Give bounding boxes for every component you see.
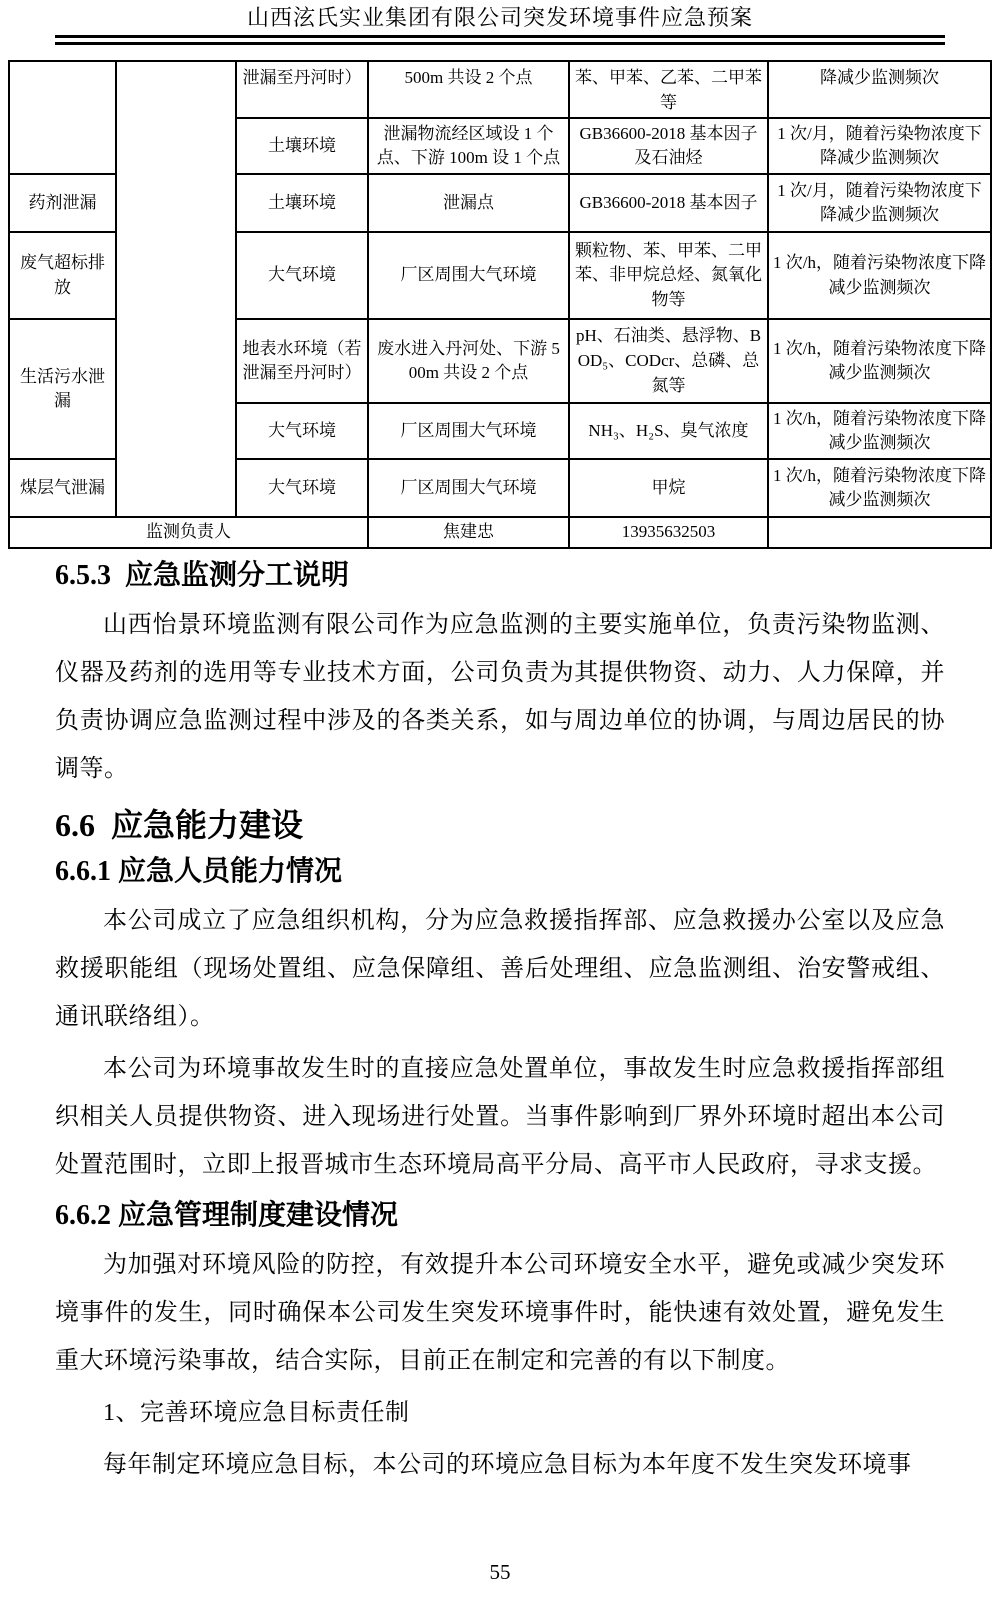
cell-env-4: 大气环境 [236, 232, 368, 319]
para-6-6-1-1: 本公司成立了应急组织机构，分为应急救援指挥部、应急救援办公室以及应急救援职能组（现场处置组、应急保障组、善后处理组、应急监测组、治安警戒组、通讯联络组）。 [55, 907, 945, 1030]
cell-env-6: 大气环境 [236, 403, 368, 459]
header-double-rule [55, 35, 945, 45]
cell-point-2: 泄漏物流经区域设 1 个点、下游 100m 设 1 个点 [368, 118, 569, 174]
cell-env-5: 地表水环境（若泄漏至丹河时） [236, 319, 368, 403]
cell-point-4: 厂区周围大气环境 [368, 232, 569, 319]
cell-point-1: 500m 共设 2 个点 [368, 61, 569, 118]
cell-factor-7: 甲烷 [569, 459, 768, 517]
para-6-6-1-2: 本公司为环境事故发生时的直接应急处置单位，事故发生时应急救援指挥部组织相关人员提供物资、进入现场进行处置。当事件影响到厂界外环境时超出本公司处置范围时，立即上报晋城市生态环境局高平分局、高平市人民政府，寻求支援。 [55, 1055, 945, 1178]
cell-point-5: 废水进入丹河处、下游 500m 共设 2 个点 [368, 319, 569, 403]
cell-point-6: 厂区周围大气环境 [368, 403, 569, 459]
heading-6-6: 6.6 应急能力建设 [55, 806, 304, 843]
cell-freq-6: 1 次/h，随着污染物浓度下降减少监测频次 [768, 403, 991, 459]
cell-event-3: 药剂泄漏 [9, 174, 116, 232]
cell-factor-2: GB36600-2018 基本因子及石油烃 [569, 118, 768, 174]
para-6-5-3-1: 山西怡景环境监测有限公司作为应急监测的主要实施单位，负责污染物监测、仪器及药剂的选用等专业技术方面，公司负责为其提供物资、动力、人力保障，并负责协调应急监测过程中涉及的各类关系，如与周边单位的协调，与周边居民的协调等。 [55, 611, 945, 782]
cell-freq-4: 1 次/h，随着污染物浓度下降减少监测频次 [768, 232, 991, 319]
page-number: 55 [489, 1560, 511, 1584]
cell-factor-6: NH₃、H₂S、臭气浓度 [569, 403, 768, 459]
cell-event-4: 废气超标排放 [9, 232, 116, 319]
cell-factor-5: pH、石油类、悬浮物、BOD₅、CODcr、总磷、总氮等 [569, 319, 768, 403]
table-row-1 [9, 61, 991, 118]
emergency-monitoring-table [8, 60, 992, 549]
heading-6-5-3: 6.5.3 应急监测分工说明 [55, 559, 350, 591]
list-item-1: 1、完善环境应急目标责任制 [103, 1399, 410, 1426]
heading-6-6-2: 6.6.2 应急管理制度建设情况 [55, 1199, 399, 1231]
cell-freq-5: 1 次/h，随着污染物浓度下降减少监测频次 [768, 319, 991, 403]
cell-factor-4: 颗粒物、苯、甲苯、二甲苯、非甲烷总烃、氮氧化物等 [569, 232, 768, 319]
cell-monitor-lead-name: 焦建忠 [368, 517, 569, 548]
cell-event-7: 煤层气泄漏 [9, 459, 116, 517]
cell-env-2: 土壤环境 [236, 118, 368, 174]
cell-spacer-column [116, 61, 236, 517]
cell-freq-7: 1 次/h，随着污染物浓度下降减少监测频次 [768, 459, 991, 517]
cell-freq-3: 1 次/月，随着污染物浓度下降减少监测频次 [768, 174, 991, 232]
cell-env-3: 土壤环境 [236, 174, 368, 232]
cell-event-5: 生活污水泄漏 [9, 319, 116, 459]
cell-point-3: 泄漏点 [368, 174, 569, 232]
cell-factor-3: GB36600-2018 基本因子 [569, 174, 768, 232]
cell-freq-1: 降减少监测频次 [768, 61, 991, 118]
cell-footer-empty [768, 517, 991, 548]
cell-event-continuation [9, 61, 116, 174]
table-row-footer [9, 517, 991, 548]
cell-env-1: 泄漏至丹河时） [236, 61, 368, 118]
cell-monitor-lead-label: 监测负责人 [9, 517, 368, 548]
para-6-6-2-2: 每年制定环境应急目标，本公司的环境应急目标为本年度不发生突发环境事 [103, 1451, 912, 1478]
cell-env-7: 大气环境 [236, 459, 368, 517]
cell-freq-2: 1 次/月，随着污染物浓度下降减少监测频次 [768, 118, 991, 174]
cell-point-7: 厂区周围大气环境 [368, 459, 569, 517]
para-6-6-2-1: 为加强对环境风险的防控，有效提升本公司环境安全水平，避免或减少突发环境事件的发生，同时确保本公司发生突发环境事件时，能快速有效处置，避免发生重大环境污染事故，结合实际，目前正在制定和完善的有以下制度。 [55, 1251, 945, 1374]
heading-6-6-1: 6.6.1 应急人员能力情况 [55, 855, 343, 887]
page-header-title: 山西泫氏实业集团有限公司突发环境事件应急预案 [246, 5, 753, 30]
cell-factor-1: 苯、甲苯、乙苯、二甲苯等 [569, 61, 768, 118]
cell-monitor-lead-phone: 13935632503 [569, 517, 768, 548]
